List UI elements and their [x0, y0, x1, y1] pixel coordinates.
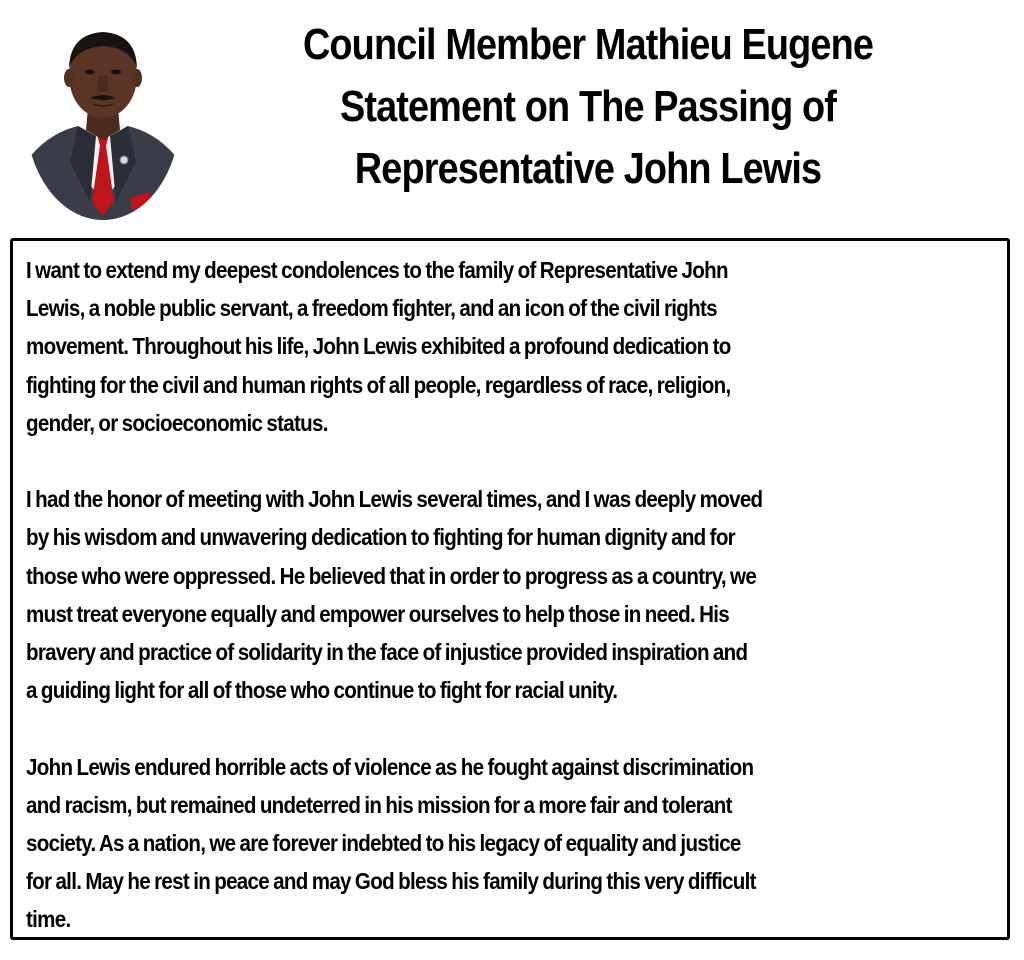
statement-header — [0, 0, 1024, 232]
statement-body — [10, 238, 1010, 940]
page-title — [251, 14, 925, 200]
title-line: Representative John Lewis — [354, 144, 822, 193]
paragraph-line: fighting for the civil and human rights of all people, regardless of race, religion, — [26, 371, 731, 398]
paragraph-line: I had the honor of meeting with John Lewis several times, and I was deeply moved — [26, 486, 763, 513]
paragraph-line: must treat everyone equally and empower ourselves to help those in need. His — [26, 600, 730, 627]
paragraph-line: gender, or socioeconomic status. — [26, 409, 328, 436]
council-member-portrait — [26, 12, 180, 220]
statement-paragraph — [26, 748, 1004, 939]
portrait-illustration — [26, 12, 180, 220]
paragraph-line: I want to extend my deepest condolences to the family of Representative John — [26, 257, 728, 283]
statement-paragraph — [26, 480, 1004, 709]
title-line: Council Member Mathieu Eugene — [302, 20, 874, 69]
statement-paragraph — [26, 251, 1004, 442]
paragraph-line: society. As a nation, we are forever indebted to his legacy of equality and justice — [26, 830, 741, 857]
paragraph-line: for all. May he rest in peace and may God bless his family during this very difficult — [26, 868, 756, 895]
title-line: Statement on The Passing of — [339, 82, 837, 131]
paragraph-line: a guiding light for all of those who continue to fight for racial unity. — [26, 677, 618, 704]
paragraph-line: Lewis, a noble public servant, a freedom fighter, and an icon of the civil rights — [26, 295, 717, 322]
paragraph-line: those who were oppressed. He believed that in order to progress as a country, we — [26, 562, 757, 589]
paragraph-line: John Lewis endured horrible acts of violence as he fought against discrimination — [26, 753, 754, 780]
paragraph-line: bravery and practice of solidarity in the face of injustice provided inspiration and — [26, 639, 748, 666]
paragraph-line: by his wisdom and unwavering dedication to fighting for human dignity and for — [26, 524, 735, 551]
paragraph-line: time. — [26, 906, 71, 933]
paragraph-line: and racism, but remained undeterred in his mission for a more fair and tolerant — [26, 791, 732, 818]
paragraph-line: movement. Throughout his life, John Lewis exhibited a profound dedication to — [26, 333, 731, 360]
